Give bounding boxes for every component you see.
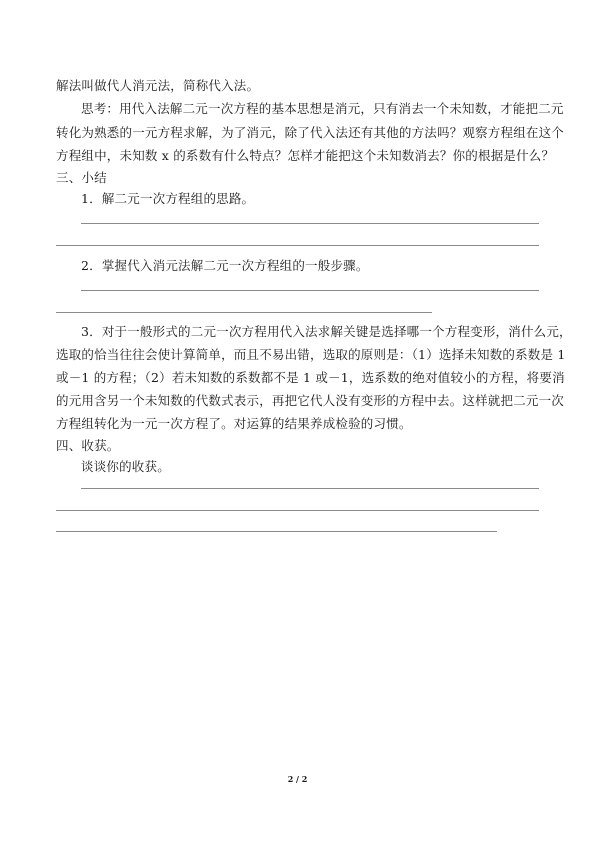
answer-line bbox=[56, 245, 539, 246]
page-number: 2 / 2 bbox=[287, 774, 308, 784]
text-line: 选取的恰当往往会使计算简单，而且不易出错，选取的原则是：（1）选择未知数的系数是 1 bbox=[56, 347, 566, 362]
text-line: 转化为熟悉的一元方程求解，为了消元，除了代入法还有其他的方法吗？观察方程组在这个 bbox=[56, 125, 565, 140]
text-line: 解法叫做代人消元法，简称代入法。 bbox=[56, 78, 260, 93]
text-line: 谈谈你的收获。 bbox=[81, 459, 170, 474]
answer-line bbox=[56, 510, 539, 511]
text-line: 思考：用代入法解二元一次方程的基本思想是消元，只有消去一个未知数，才能把二元 bbox=[81, 101, 564, 116]
text-line: 或－1 的方程；（2）若未知数的系数都不是 1 或－1，选系数的绝对值较小的方程，将要消 bbox=[56, 370, 565, 385]
answer-line bbox=[56, 531, 497, 532]
text-line: 方程组中，未知数 x 的系数有什么特点？怎样才能把这个未知数消去？你的根据是什么？ bbox=[56, 148, 555, 163]
answer-line bbox=[81, 488, 539, 489]
text-line: 3．对于一般形式的二元一次方程用代入法求解关键是选择哪一个方程变形，消什么元， bbox=[81, 324, 572, 339]
section-heading: 四、收获。 bbox=[56, 438, 120, 453]
section-heading: 三、小结 bbox=[56, 170, 107, 185]
text-line: 1．解二元一次方程组的思路。 bbox=[81, 191, 255, 206]
text-line: 2．掌握代入消元法解二元一次方程组的一般步骤。 bbox=[81, 258, 369, 273]
text-line: 的元用含另一个未知数的代数式表示，再把它代人没有变形的方程中去。这样就把二元一次 bbox=[56, 393, 565, 408]
text-line: 方程组转化为一元一次方程了。对运算的结果养成检验的习惯。 bbox=[56, 416, 412, 431]
answer-line bbox=[56, 312, 432, 313]
answer-line bbox=[81, 290, 539, 291]
answer-line bbox=[81, 223, 539, 224]
